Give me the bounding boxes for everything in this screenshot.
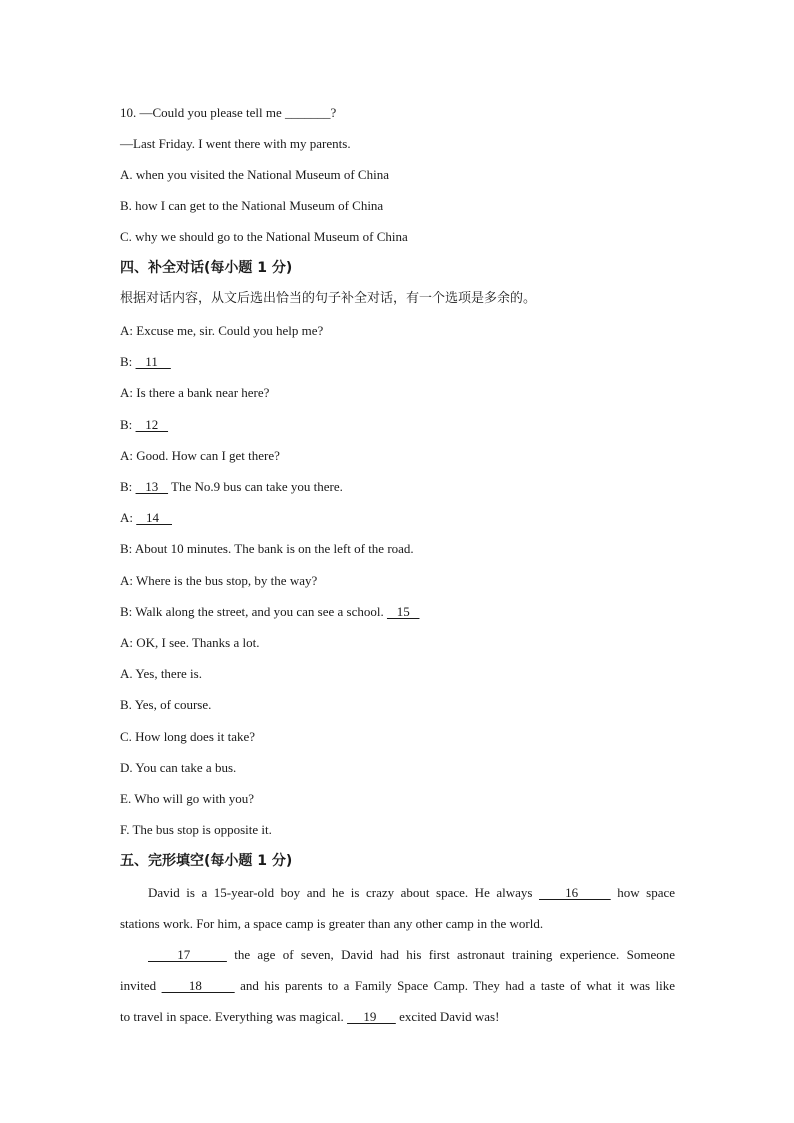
dialog-line: [120, 323, 323, 339]
dialog-text: Walk along the street, and you can see a school.: [132, 604, 387, 619]
q10-stem: [120, 105, 336, 121]
cloze-text: and his parents to a Family Space Camp. They had a taste of what it was like: [234, 978, 675, 993]
cloze-paragraph-line: stations work. For him, a space camp is greater than any other camp in the world.: [120, 916, 544, 931]
q10-option-b: B. how I can get to the National Museum of China: [120, 198, 384, 213]
dialog-speaker: A:: [120, 573, 133, 588]
dialog-blank-15: 15: [386, 604, 420, 619]
section4-option-f: F. The bus stop is opposite it.: [120, 822, 272, 837]
dialog-text: Where is the bus stop, by the way?: [133, 573, 318, 588]
dialog-text: Is there a bank near here?: [133, 385, 270, 400]
cloze-paragraph-line: [120, 978, 675, 994]
dialog-speaker: A:: [120, 635, 133, 650]
cloze-text: how space: [610, 885, 676, 900]
cloze-paragraph-line: [120, 885, 675, 901]
cloze-blank-18: 18: [161, 978, 235, 993]
dialog-line: [120, 385, 269, 401]
dialog-text: About 10 minutes. The bank is on the left of the road.: [132, 541, 414, 556]
section4-instruction: 根据对话内容，从文后选出恰当的句子补全对话，有一个选项是多余的。: [120, 291, 537, 306]
dialog-speaker: B:: [120, 479, 133, 494]
dialog-text: Good. How can I get there?: [133, 448, 280, 463]
cloze-text: excited David was!: [395, 1009, 500, 1024]
dialog-line: [120, 573, 317, 589]
dialog-text: Excuse me, sir. Could you help me?: [133, 323, 324, 338]
cloze-blank-19: 19: [347, 1009, 396, 1024]
cloze-paragraph-line: [120, 1009, 499, 1025]
dialog-blank-12: 12: [135, 417, 169, 432]
dialog-speaker: B:: [120, 604, 133, 619]
cloze-blank-17: 17: [148, 947, 227, 962]
q10-blank: _______: [285, 105, 331, 120]
cloze-text: to travel in space. Everything was magical.: [120, 1009, 348, 1024]
section4-heading: 四、补全对话(每小题 1 分): [120, 260, 293, 276]
q10-option-a: A. when you visited the National Museum of China: [120, 167, 389, 182]
q10-reply: —Last Friday. I went there with my parents.: [120, 136, 351, 151]
section4-option-b: B. Yes, of course.: [120, 697, 212, 712]
dialog-text: The No.9 bus can take you there.: [168, 479, 343, 494]
section5-heading: 五、完形填空(每小题 1 分): [120, 853, 293, 869]
dialog-line: [120, 510, 172, 526]
section4-option-c: C. How long does it take?: [120, 729, 256, 744]
cloze-paragraph-line: [120, 947, 675, 963]
dialog-blank-13: 13: [135, 479, 169, 494]
q10-stem-text: 10. —Could you please tell me: [120, 105, 286, 120]
dialog-blank-11: 11: [135, 354, 171, 369]
dialog-text: OK, I see. Thanks a lot.: [133, 635, 260, 650]
dialog-speaker: B:: [120, 541, 133, 556]
dialog-line: [120, 479, 343, 495]
section4-option-a: A. Yes, there is.: [120, 666, 202, 681]
dialog-line: [120, 417, 168, 433]
dialog-line: [120, 635, 259, 651]
section4-option-d: D. You can take a bus.: [120, 760, 237, 775]
cloze-text: David is a 15-year-old boy and he is crazy about space. He always: [148, 885, 539, 900]
q10-option-c: C. why we should go to the National Museum of China: [120, 229, 408, 244]
dialog-speaker: A:: [120, 323, 133, 338]
section4-option-e: E. Who will go with you?: [120, 791, 255, 806]
cloze-blank-16: 16: [539, 885, 611, 900]
q10-stem-suffix: ?: [330, 105, 337, 120]
dialog-speaker: B:: [120, 417, 133, 432]
dialog-line: [120, 448, 280, 464]
dialog-speaker: B:: [120, 354, 133, 369]
dialog-blank-14: 14: [136, 510, 172, 525]
cloze-text: invited: [120, 978, 162, 993]
dialog-speaker: A:: [120, 510, 133, 525]
cloze-text: the age of seven, David had his first astronaut training experience. Someone: [226, 947, 676, 962]
dialog-line: [120, 604, 419, 620]
dialog-line: [120, 541, 414, 557]
dialog-speaker: A:: [120, 385, 133, 400]
dialog-line: [120, 354, 171, 370]
dialog-speaker: A:: [120, 448, 133, 463]
